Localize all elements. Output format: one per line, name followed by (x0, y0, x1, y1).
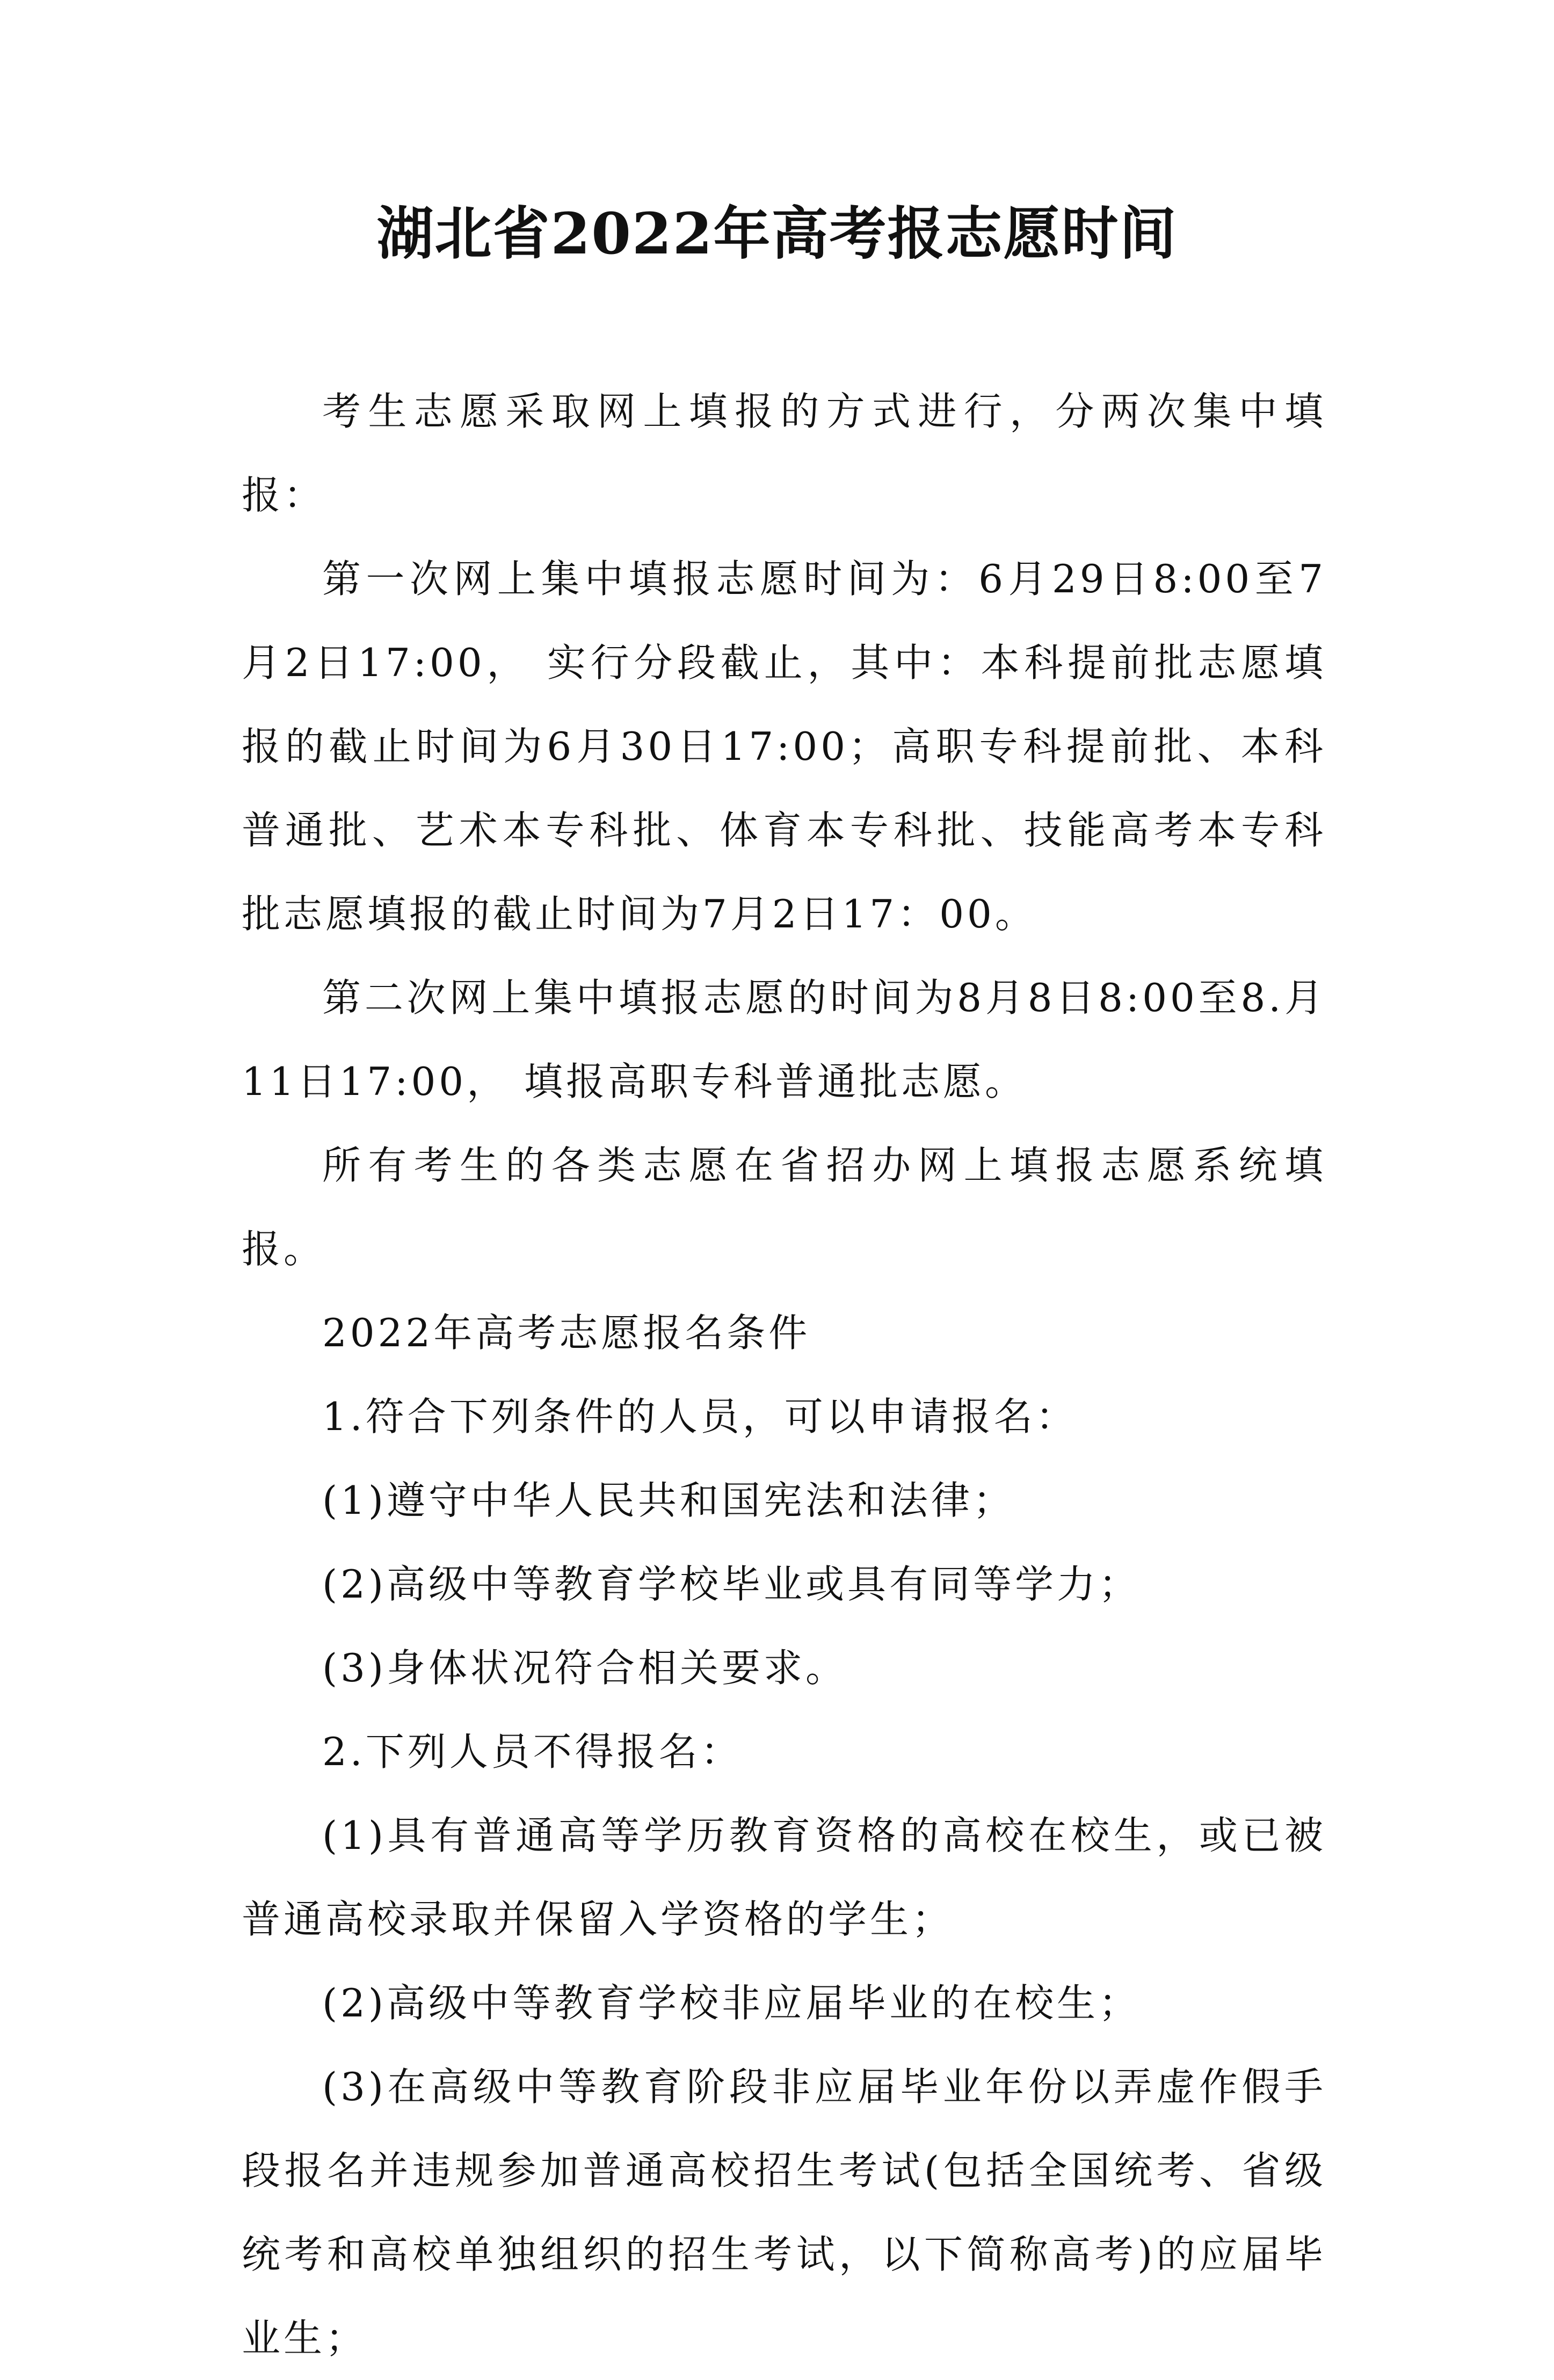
paragraph-second-round: 第二次网上集中填报志愿的时间为8月8日8:00至8.月11日17:00， 填报高职专科普通批志愿。 (242, 975, 1326, 1104)
paragraph-eligible-item-2: (2)高级中等教育学校毕业或具有同等学力； (322, 1562, 1141, 1607)
paragraph-ineligible-heading: 2.下列人员不得报名： (322, 1729, 743, 1774)
paragraph-eligible-heading: 1.符合下列条件的人员，可以申请报名： (322, 1394, 1078, 1439)
paragraph-intro: 考生志愿采取网上填报的方式进行，分两次集中填报： (242, 389, 1326, 518)
document-title: 湖北省2022年高考报志愿时间 (376, 200, 1178, 267)
document-body (242, 369, 1326, 2380)
paragraph-ineligible-item-2: (2)高级中等教育学校非应届毕业的在校生； (322, 1980, 1141, 2026)
paragraph-eligible-item-3: (3)身体状况符合相关要求。 (322, 1645, 847, 1690)
paragraph-eligible-item-1: (1)遵守中华人民共和国宪法和法律； (322, 1478, 1015, 1523)
paragraph-system-note: 所有考生的各类志愿在省招办网上填报志愿系统填报。 (242, 1143, 1326, 1272)
paragraph-first-round: 第一次网上集中填报志愿时间为：6月29日8:00至7月2日17:00， 实行分段截止，其中：本科提前批志愿填报的截止时间为6月30日17:00；高职专科提前批、本科普通批、艺术本专科批、体育本专科批、技能高考本专科批志愿填报的截止时间为7月2日17：00。 (242, 556, 1326, 937)
paragraph-conditions-heading: 2022年高考志愿报名条件 (322, 1310, 811, 1355)
paragraph-ineligible-item-3: (3)在高级中等教育阶段非应届毕业年份以弄虚作假手段报名并违规参加普通高校招生考试(包括全国统考、省级统考和高校单独组织的招生考试，以下简称高考)的应届毕业生； (242, 2064, 1326, 2361)
paragraph-ineligible-item-1: (1)具有普通高等学历教育资格的高校在校生，或已被普通高校录取并保留入学资格的学生； (242, 1813, 1326, 1942)
